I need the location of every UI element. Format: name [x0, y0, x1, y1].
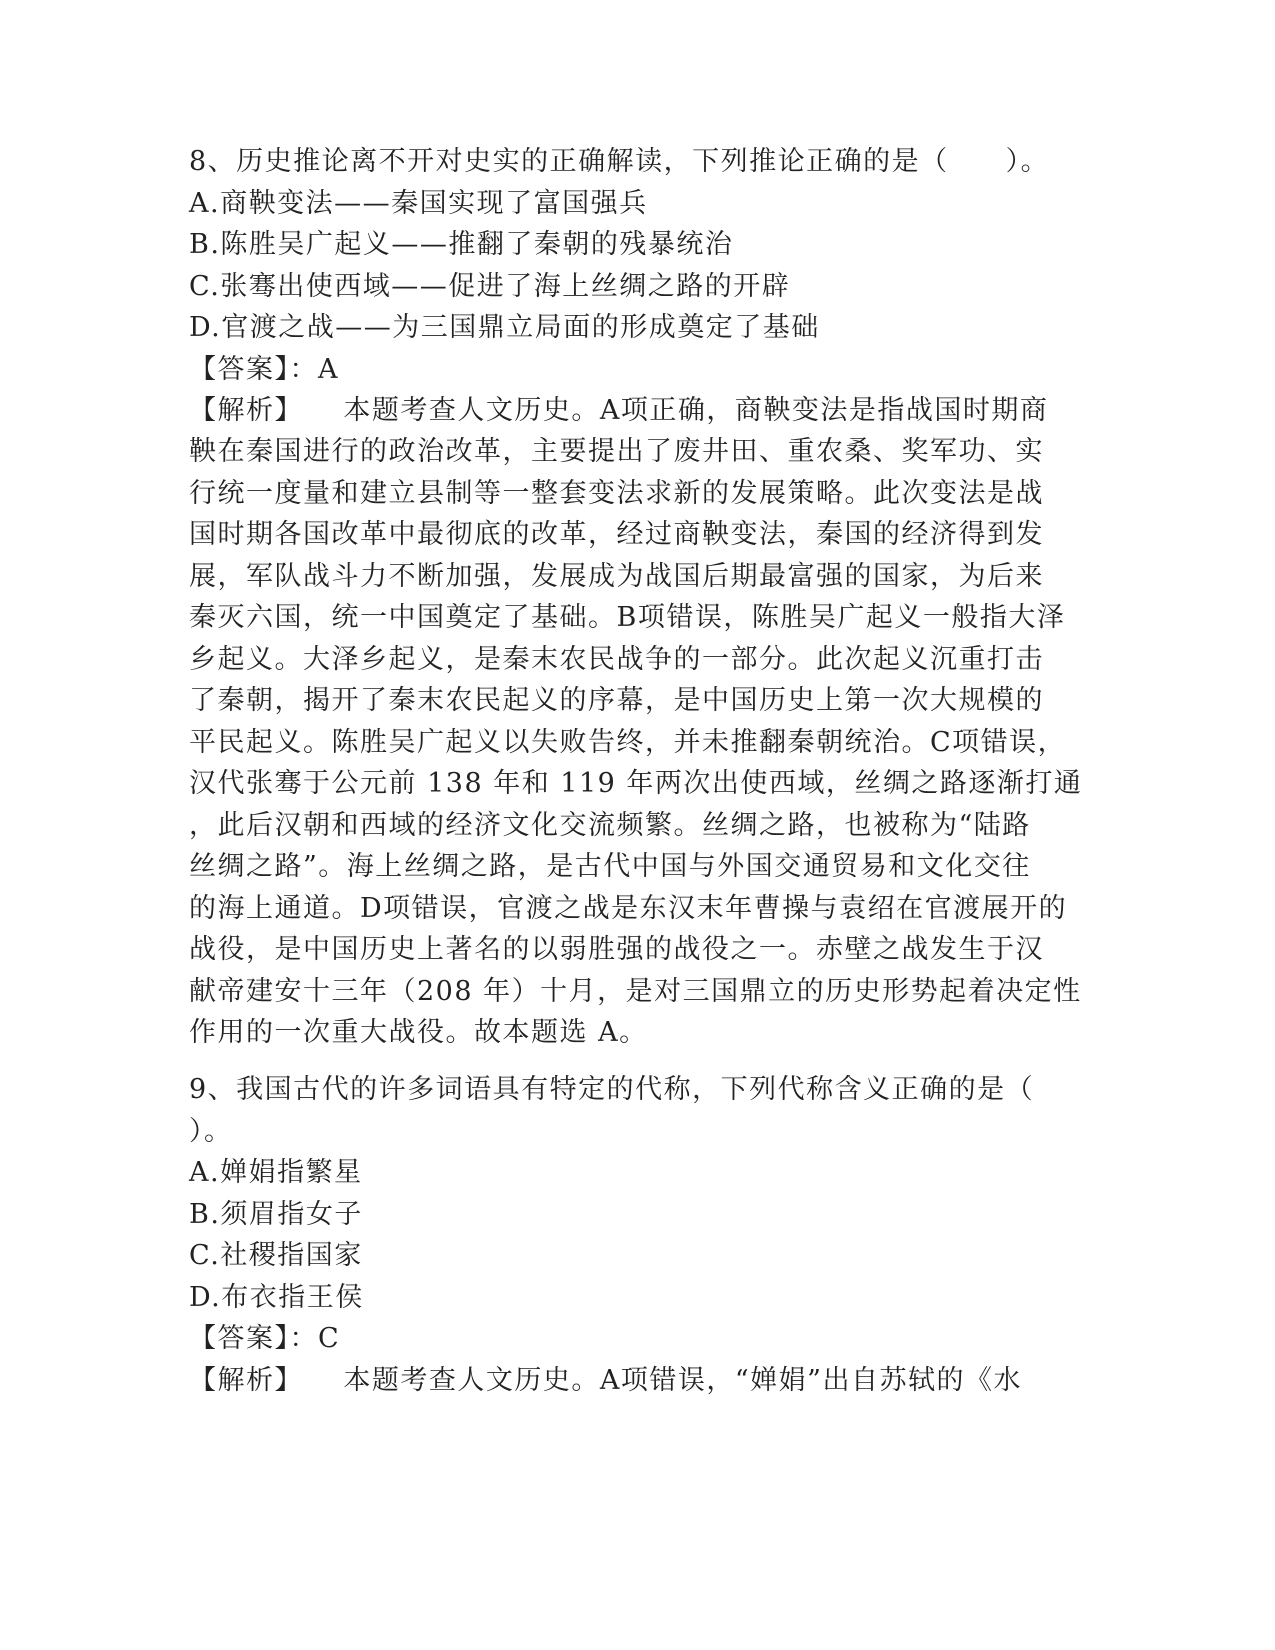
question-8-analysis-label: 【解析】: [189, 395, 303, 426]
question-8-analysis-line-5: 展，军队战斗力不断加强，发展成为战国后期最富强的国家，为后来: [189, 561, 1044, 592]
question-8-analysis-line-9: 平民起义。陈胜吴广起义以失败告终，并未推翻秦朝统治。C项错误，: [189, 727, 1067, 758]
question-8-analysis-line-16: 作用的一次重大战役。故本题选 A。: [189, 1017, 648, 1048]
question-8-option-b: B.陈胜吴广起义——推翻了秦朝的残暴统治: [189, 229, 734, 260]
question-8-stem: 8、历史推论离不开对史实的正确解读，下列推论正确的是（ ）。: [189, 146, 1050, 177]
question-9-analysis-text-1: 本题考查人文历史。A项错误，“婵娟”出自苏轼的《水: [343, 1365, 1022, 1396]
question-9-analysis-line-1: [189, 1366, 1022, 1396]
question-9-stem-line-2: ）。: [189, 1116, 233, 1147]
question-9-answer: 【答案】：C: [189, 1323, 341, 1354]
question-8-analysis-line-6: 秦灭六国，统一中国奠定了基础。B项错误，陈胜吴广起义一般指大泽: [189, 602, 1066, 633]
question-8-analysis-text-1: 本题考查人文历史。A项正确，商鞅变法是指战国时期商: [343, 395, 1049, 426]
question-8-option-a: A.商鞅变法——秦国实现了富国强兵: [189, 188, 648, 219]
question-8-analysis-line-3: 行统一度量和建立县制等一整套变法求新的发展策略。此次变法是战: [189, 478, 1044, 509]
question-8-analysis-line-2: 鞅在秦国进行的政治改革，主要提出了废井田、重农桑、奖军功、实: [189, 436, 1044, 467]
question-9-stem-line-1: 9、我国古代的许多词语具有特定的代称，下列代称含义正确的是（: [189, 1074, 1035, 1105]
question-8-analysis-line-1: [189, 396, 1048, 426]
question-8-analysis-line-10: 汉代张骞于公元前 138 年和 119 年两次出使西域，丝绸之路逐渐打通: [189, 768, 1083, 799]
question-8-analysis-line-13: 的海上通道。D项错误，官渡之战是东汉末年曹操与袁绍在官渡展开的: [189, 893, 1068, 924]
question-8-analysis-line-7: 乡起义。大泽乡起义，是秦末农民战争的一部分。此次起义沉重打击: [189, 644, 1044, 675]
question-9-option-c: C.社稷指国家: [189, 1240, 363, 1271]
question-8-answer: 【答案】：A: [189, 354, 339, 385]
question-9-option-d: D.布衣指王侯: [189, 1282, 364, 1313]
question-8-option-d: D.官渡之战——为三国鼎立局面的形成奠定了基础: [189, 312, 820, 343]
question-8-option-c: C.张骞出使西域——促进了海上丝绸之路的开辟: [189, 271, 791, 302]
question-8-analysis-line-11: ，此后汉朝和西域的经济文化交流频繁。丝绸之路，也被称为“陆路: [189, 810, 1031, 841]
question-8-analysis-line-14: 战役，是中国历史上著名的以弱胜强的战役之一。赤壁之战发生于汉: [189, 934, 1044, 965]
question-8-analysis-line-4: 国时期各国改革中最彻底的改革，经过商鞅变法，秦国的经济得到发: [189, 519, 1044, 550]
question-8-analysis-line-8: 了秦朝，揭开了秦末农民起义的序幕，是中国历史上第一次大规模的: [189, 685, 1044, 716]
question-9-option-b: B.须眉指女子: [189, 1199, 363, 1230]
question-9-option-a: A.婵娟指繁星: [189, 1157, 363, 1188]
question-8-analysis-line-15: 献帝建安十三年（208 年）十月，是对三国鼎立的历史形势起着决定性: [189, 976, 1082, 1007]
question-8-analysis-line-12: 丝绸之路”。海上丝绸之路，是古代中国与外国交通贸易和文化交往: [189, 851, 1031, 882]
question-9-analysis-label: 【解析】: [189, 1365, 303, 1396]
